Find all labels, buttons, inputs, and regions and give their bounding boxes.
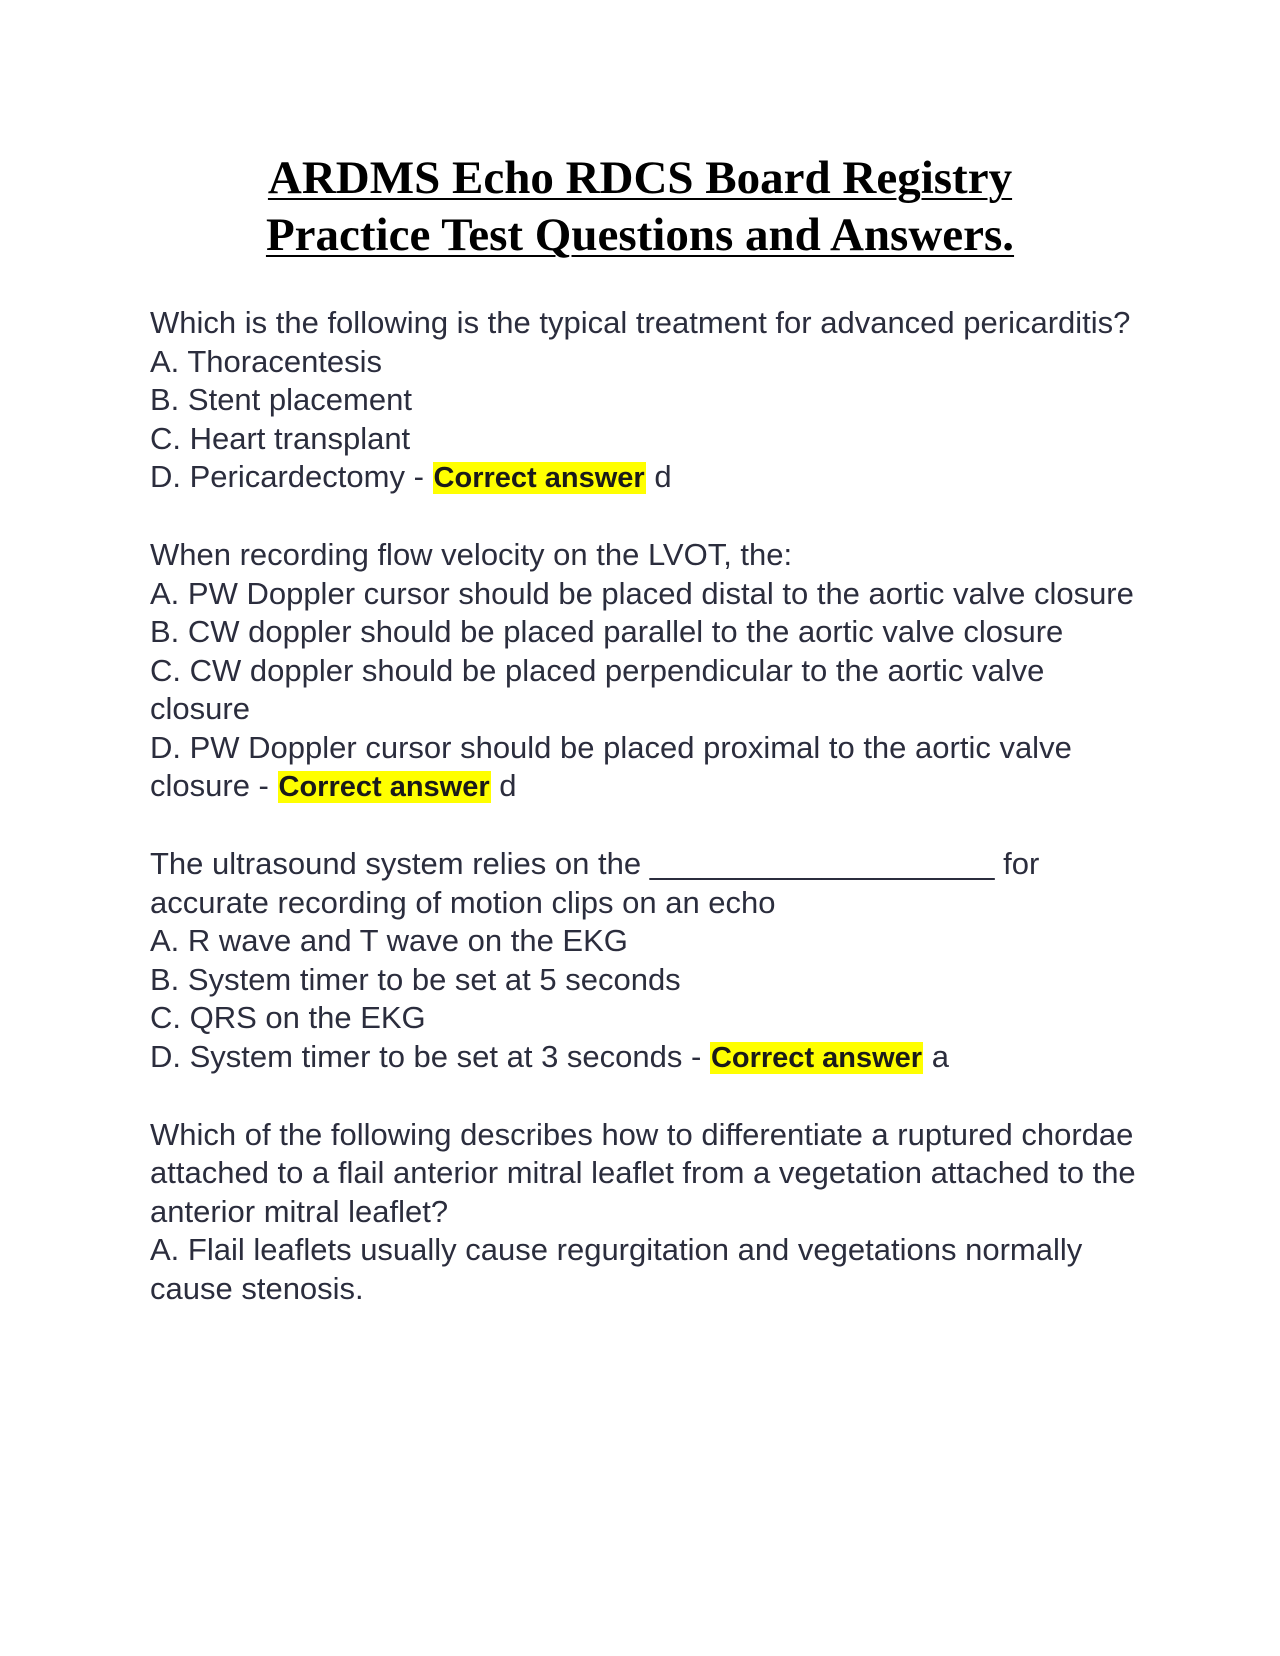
question-stem: Which of the following describes how to differentiate a ruptured chordae attached to a flail anterior mitral leaflet from a vegetation attached to the anterior mitral leaflet? — [150, 1116, 1136, 1229]
title-line-2: Practice Test Questions and Answers. — [265, 209, 1015, 261]
question-2 — [150, 536, 1140, 807]
question-3 — [150, 845, 1140, 1077]
correct-answer-letter: d — [654, 459, 672, 494]
question-stem: The ultrasound system relies on the ____________________ for accurate recording of motion clips on an echo — [150, 846, 1040, 920]
question-1 — [150, 304, 1140, 498]
answer-option: B. CW doppler should be placed parallel to the aortic valve closure — [150, 614, 1064, 649]
correct-answer-highlight: Correct answer — [710, 1041, 923, 1074]
answer-option: C. QRS on the EKG — [150, 1000, 426, 1035]
answer-option: A. Thoracentesis — [150, 343, 383, 379]
answer-option-text: D. PW Doppler cursor should be placed proximal to the aortic valve closure - — [150, 729, 1072, 803]
answer-option-text: D. Pericardectomy - — [150, 459, 424, 494]
correct-answer-letter: d — [499, 768, 517, 803]
answer-option-last — [150, 458, 1140, 498]
correct-answer-letter: a — [931, 1038, 949, 1074]
document-title — [150, 150, 1130, 264]
question-list — [150, 304, 1140, 1347]
question-stem: Which is the following is the typical treatment for advanced pericarditis? — [150, 305, 1131, 340]
answer-option: B. System timer to be set at 5 seconds — [150, 961, 681, 997]
title-line-1: ARDMS Echo RDCS Board Registry — [267, 152, 1013, 204]
question-4 — [150, 1116, 1140, 1309]
answer-option-last — [150, 729, 1140, 807]
correct-answer-highlight: Correct answer — [278, 771, 490, 803]
answer-option: B. Stent placement — [150, 382, 412, 417]
answer-option-text: D. System timer to be set at 3 seconds - — [150, 1038, 702, 1074]
answer-option: A. PW Doppler cursor should be placed distal to the aortic valve closure — [150, 575, 1134, 611]
answer-option-last — [150, 1038, 1140, 1078]
answer-option: C. CW doppler should be placed perpendicular to the aortic valve closure — [150, 652, 1045, 726]
answer-option: A. R wave and T wave on the EKG — [150, 923, 628, 958]
question-stem: When recording flow velocity on the LVOT, the: — [150, 537, 793, 572]
answer-option: A. Flail leaflets usually cause regurgitation and vegetations normally cause stenosis. — [150, 1232, 1083, 1306]
answer-option: C. Heart transplant — [150, 420, 411, 456]
correct-answer-highlight: Correct answer — [433, 462, 645, 494]
